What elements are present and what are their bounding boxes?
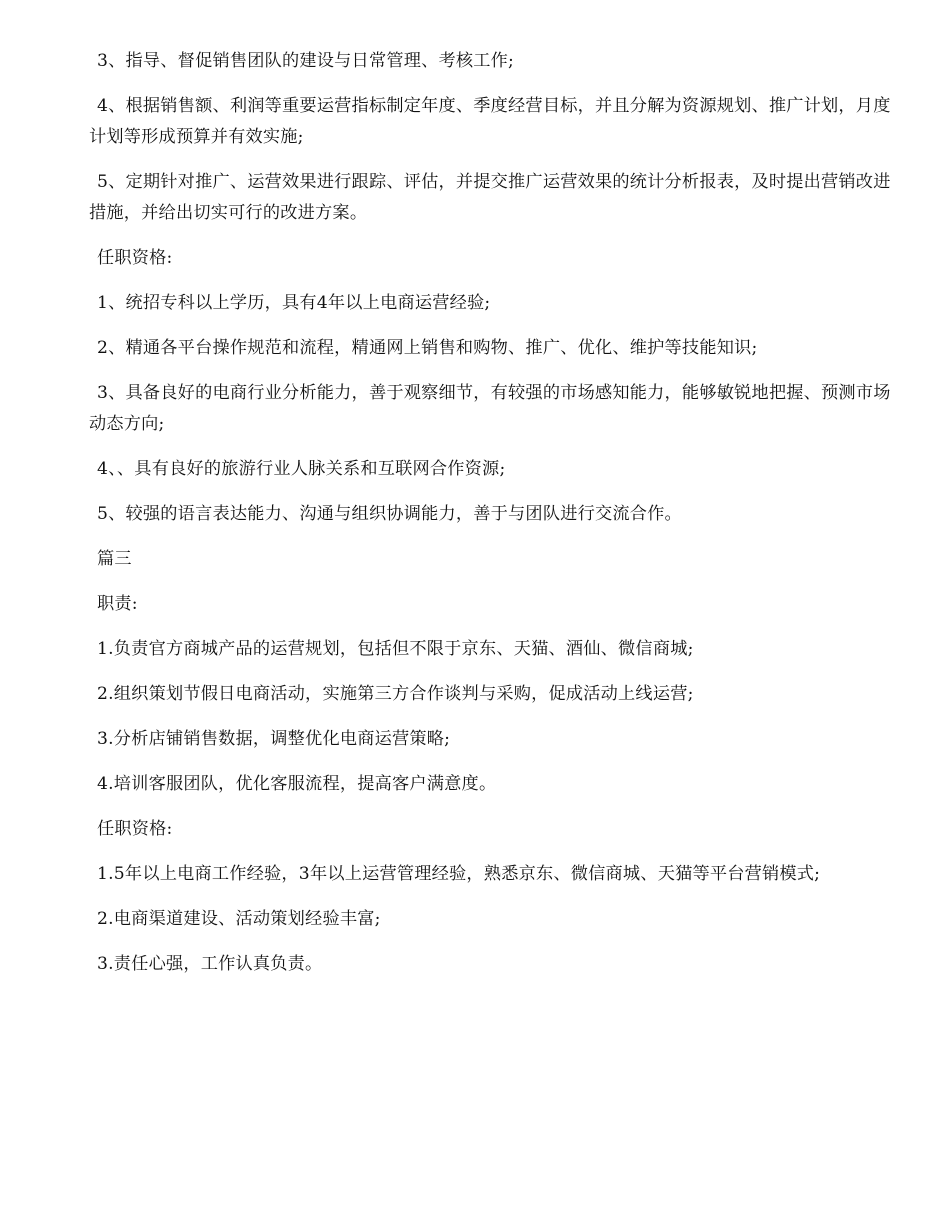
- qualifications-heading: 任职资格:: [97, 248, 173, 268]
- qualification-item-4: 4、、具有良好的旅游行业人脉关系和互联网合作资源;: [97, 459, 506, 479]
- part3-qualification-item-1: 1.5年以上电商工作经验，3年以上运营管理经验，熟悉京东、微信商城、天猫等平台营销模式;: [97, 864, 821, 884]
- duty-item-3: 3、指导、督促销售团队的建设与日常管理、考核工作;: [97, 51, 515, 71]
- part3-duty-item-1: 1.负责官方商城产品的运营规划，包括但不限于京东、天猫、酒仙、微信商城;: [97, 639, 694, 659]
- section-title-part-three: 篇三: [97, 549, 132, 569]
- part3-duty-item-2: 2.组织策划节假日电商活动，实施第三方合作谈判与采购，促成活动上线运营;: [97, 684, 694, 704]
- qualification-item-2: 2、精通各平台操作规范和流程，精通网上销售和购物、推广、优化、维护等技能知识;: [97, 338, 758, 358]
- part3-duty-item-3: 3.分析店铺销售数据，调整优化电商运营策略;: [97, 729, 451, 749]
- part3-duty-item-4: 4.培训客服团队，优化客服流程，提高客户满意度。: [97, 774, 497, 794]
- duties-heading: 职责:: [97, 594, 138, 614]
- qualification-item-5: 5、较强的语言表达能力、沟通与组织协调能力，善于与团队进行交流合作。: [97, 504, 682, 524]
- duty-item-4: 4、根据销售额、利润等重要运营指标制定年度、季度经营目标，并且分解为资源规划、推广计划，月度计划等形成预算并有效实施;: [89, 96, 891, 147]
- part3-qualifications-heading: 任职资格:: [97, 819, 173, 839]
- part3-qualification-item-2: 2.电商渠道建设、活动策划经验丰富;: [97, 909, 381, 929]
- qualification-item-3: 3、具备良好的电商行业分析能力，善于观察细节，有较强的市场感知能力，能够敏锐地把握、预测市场动态方向;: [89, 383, 891, 434]
- part3-qualification-item-3: 3.责任心强，工作认真负责。: [97, 954, 323, 974]
- duty-item-5: 5、定期针对推广、运营效果进行跟踪、评估，并提交推广运营效果的统计分析报表，及时提出营销改进措施，并给出切实可行的改进方案。: [89, 172, 891, 223]
- qualification-item-1: 1、统招专科以上学历，具有4年以上电商运营经验;: [97, 293, 491, 313]
